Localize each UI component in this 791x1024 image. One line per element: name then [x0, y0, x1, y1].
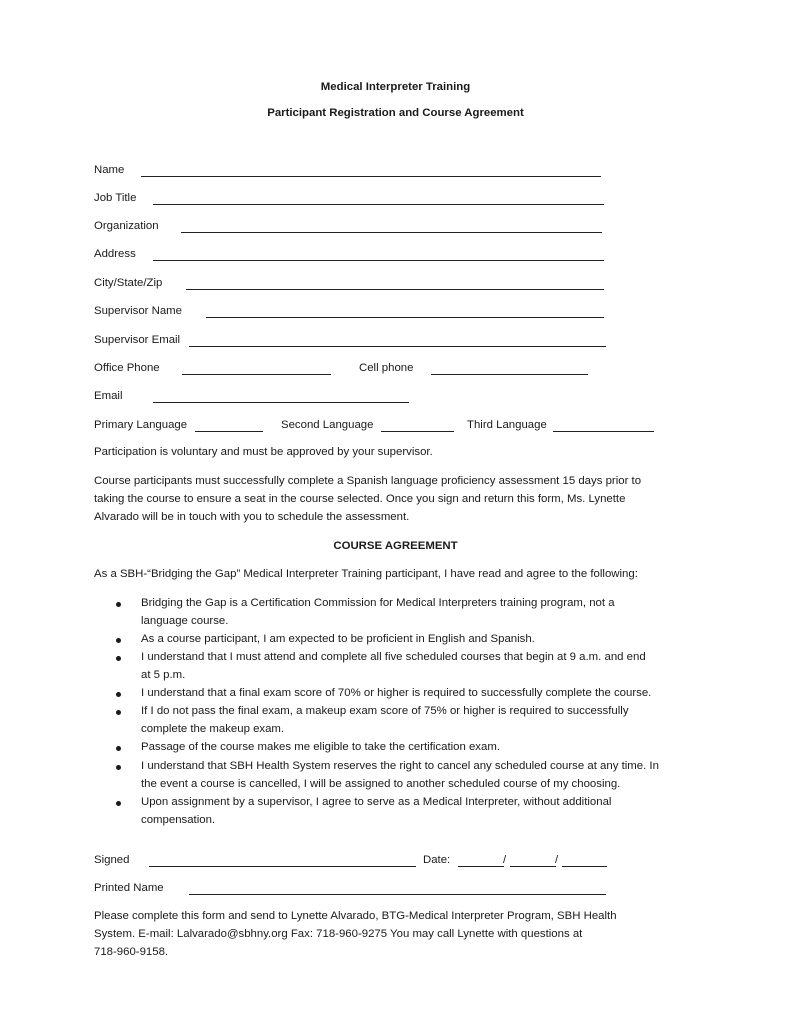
supervisor-email-label: Supervisor Email — [94, 334, 181, 346]
form-subtitle: Participant Registration and Course Agreement — [267, 107, 524, 119]
date-day-field[interactable] — [510, 866, 556, 867]
job-title-field[interactable] — [153, 204, 604, 205]
organization-label: Organization — [94, 220, 159, 232]
form-title: Medical Interpreter Training — [320, 81, 471, 93]
assessment-note-line-2: taking the course to ensure a seat in the course selected. Once you sign and return this form, Ms. Lynette — [94, 493, 626, 505]
organization-field[interactable] — [181, 232, 602, 233]
footer-line-3: 718-960-9158. — [94, 946, 169, 958]
supervisor-name-label: Supervisor Name — [94, 305, 182, 317]
printed-name-field[interactable] — [189, 894, 606, 895]
primary-language-field[interactable] — [195, 431, 263, 432]
agreement-item-2: As a course participant, I am expected to be proficient in English and Spanish. — [141, 633, 535, 645]
second-language-field[interactable] — [381, 431, 454, 432]
agreement-item-4: I understand that a final exam score of 70% or higher is required to successfully complete the course. — [141, 687, 652, 699]
printed-name-label: Printed Name — [94, 882, 164, 894]
bullet-icon — [116, 602, 121, 607]
date-separator: / — [555, 854, 559, 866]
agreement-item-6: Passage of the course makes me eligible to take the certification exam. — [141, 741, 500, 753]
bullet-icon — [116, 746, 121, 751]
second-language-label: Second Language — [281, 419, 374, 431]
footer-line-2: System. E-mail: Lalvarado@sbhny.org Fax: 718-960-9275 You may call Lynette with questions at — [94, 928, 583, 940]
office-phone-label: Office Phone — [94, 362, 160, 374]
assessment-note-line-1: Course participants must successfully complete a Spanish language proficiency assessment 15 days prior to — [94, 475, 642, 487]
third-language-field[interactable] — [553, 431, 654, 432]
date-year-field[interactable] — [562, 866, 607, 867]
bullet-icon — [116, 656, 121, 661]
date-label: Date: — [423, 854, 451, 866]
city-state-zip-label: City/State/Zip — [94, 277, 163, 289]
agreement-item-7: I understand that SBH Health System reserves the right to cancel any scheduled course at any time. In the event a course is cancelled, I will be assigned to another scheduled course of my choosing. — [141, 760, 659, 790]
date-month-field[interactable] — [458, 866, 504, 867]
bullet-icon — [116, 710, 121, 715]
agreement-item-8: Upon assignment by a supervisor, I agree to serve as a Medical Interpreter, without additional compensation. — [141, 796, 612, 826]
agreement-item-5: If I do not pass the final exam, a makeup exam score of 75% or higher is required to successfully complete the makeup exam. — [141, 705, 629, 735]
agreement-heading: COURSE AGREEMENT — [333, 540, 458, 552]
cell-phone-field[interactable] — [431, 374, 588, 375]
signed-label: Signed — [94, 854, 130, 866]
name-label: Name — [94, 164, 125, 176]
agreement-item-3: I understand that I must attend and complete all five scheduled courses that begin at 9 a.m. and end at 5 p.m. — [141, 651, 646, 681]
third-language-label: Third Language — [467, 419, 547, 431]
email-field[interactable] — [153, 402, 409, 403]
job-title-label: Job Title — [94, 192, 137, 204]
bullet-icon — [116, 801, 121, 806]
voluntary-note: Participation is voluntary and must be approved by your supervisor. — [94, 446, 433, 458]
name-field[interactable] — [141, 176, 601, 177]
primary-language-label: Primary Language — [94, 419, 188, 431]
supervisor-name-field[interactable] — [206, 317, 604, 318]
address-label: Address — [94, 248, 136, 260]
footer-line-1: Please complete this form and send to Lynette Alvarado, BTG-Medical Interpreter Program, SBH Health — [94, 910, 617, 922]
agreement-item-1: Bridging the Gap is a Certification Commission for Medical Interpreters training program, not a language course. — [141, 597, 615, 627]
address-field[interactable] — [153, 260, 604, 261]
email-label: Email — [94, 390, 123, 402]
cell-phone-label: Cell phone — [359, 362, 414, 374]
agreement-intro: As a SBH-“Bridging the Gap” Medical Interpreter Training participant, I have read and agree to the following: — [94, 568, 638, 580]
office-phone-field[interactable] — [182, 374, 331, 375]
signature-field[interactable] — [149, 866, 416, 867]
supervisor-email-field[interactable] — [189, 346, 606, 347]
assessment-note-line-3: Alvarado will be in touch with you to schedule the assessment. — [94, 511, 410, 523]
bullet-icon — [116, 692, 121, 697]
bullet-icon — [116, 638, 121, 643]
bullet-icon — [116, 765, 121, 770]
city-state-zip-field[interactable] — [186, 289, 604, 290]
date-separator: / — [503, 854, 507, 866]
